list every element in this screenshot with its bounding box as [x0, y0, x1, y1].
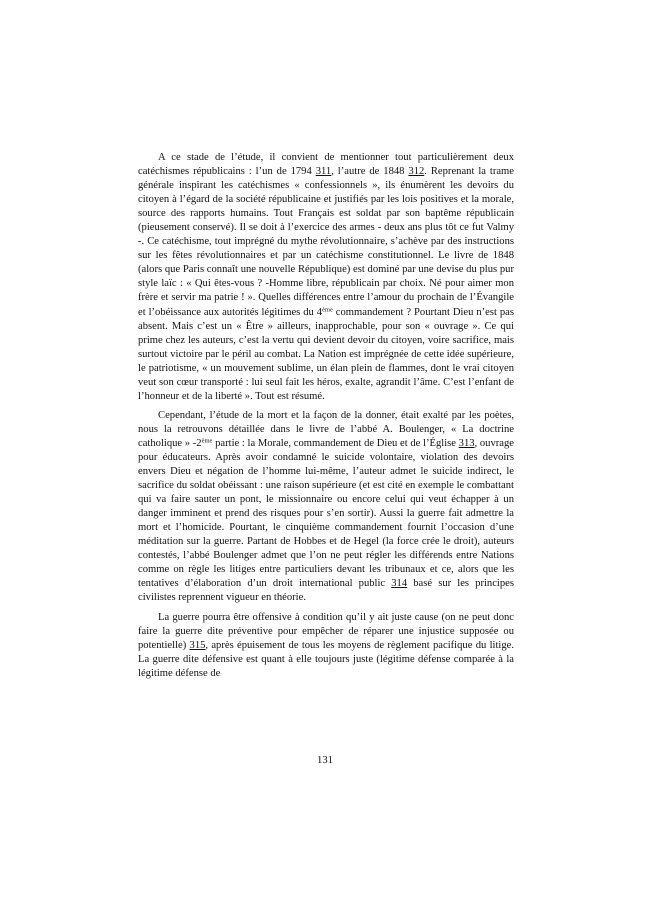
- footnote-reference: 314: [391, 578, 408, 590]
- text-run: commandement ? Pourtant Dieu n’est pas absent. Mais c’est un « Être » ailleurs, inapprochable, pour son « ouvrage ». Ce qui prime chez les auteurs, c’est la vertu qui devient devoir du citoyen, voire sacrifice, mais surtout victoire par le péril au combat. La Nation est imprégnée de cette idée supérieure, le patriotisme, « un mouvement sublime, un élan plein de flammes, dont le vrai citoyen veut son cœur transporté : lui seul fait les héros, exalte, agrandit l’âme. C’est l’enfant de l’honneur et de la liberté ». Tout est résumé.: [138, 306, 514, 402]
- text-run: . Reprenant la trame générale inspirant les catéchismes « confessionnels », ils énumèrent les devoirs du citoyen à l’égard de la société républicaine et justifiés par les lois positives et la morale, source des rapports humains. Tout Français est soldat par son baptême républicain (pieusement conservé). Il se doit à l’exercice des armes - deux ans plus tôt ce fut Valmy -. Ce catéchisme, tout imprégné du mythe révolutionnaire, s’achève par des instructions sur les fêtes révolutionnaires et par un catéchisme constitutionnel. Le livre de 1848 (alors que Paris connaît une nouvelle République) est dominé par une devise du plus pur style laïc : « Qui êtes-vous ? -Homme libre, républicain par choix. Né pour aimer mon frère et servir ma patrie ! ». Quelles différences entre l’amour du prochain de l’Évangile et l’obéissance aux autorités légitimes du 4: [138, 166, 514, 318]
- text-run: La guerre pourra être offensive à condition qu’il y ait juste cause (on ne peut donc faire la guerre dite préventive pour empêcher de réparer une injustice supposée ou potentielle): [138, 611, 514, 651]
- text-run: partie : la Morale, commandement de Dieu et de l’Église: [212, 437, 459, 449]
- footnote-reference: 311: [315, 166, 332, 178]
- superscript: ème: [201, 437, 213, 445]
- footnote-reference: 315: [189, 639, 206, 651]
- text-run: Cependant, l’étude de la mort et la façon de la donner, était exalté par les poètes, nous la retrouvons détaillée dans le livre de l’abbé A. Boulenger, « La doctrine catholique » -2: [138, 409, 514, 449]
- paragraph: [138, 409, 514, 606]
- footnote-reference: 312: [408, 166, 425, 178]
- footnote-reference: 313: [458, 437, 475, 449]
- text-run: basé sur les principes civilistes reprennent vigueur en théorie.: [138, 578, 514, 604]
- text-run: A ce stade de l’étude, il convient de mentionner tout particulièrement deux catéchismes républicains : l’un de 1794: [138, 152, 514, 178]
- body-text: [138, 151, 514, 686]
- text-run: , ouvrage pour éducateurs. Après avoir condamné le suicide volontaire, violation des devoirs envers Dieu et négation de l’homme lui-même, l’auteur admet le suicide indirect, le sacrifice du soldat obéissant : une raison supérieure (et est cité en exemple le combattant qui va faire sauter un pont, le missionnaire ou encore celui qui veut échapper à un danger imminent et prend des risques pour s’en sortir). Aussi la guerre fait admettre la mort et l’homicide. Pourtant, le cinquième commandement fournit l’occasion d’une méditation sur la guerre. Partant de Hobbes et de Hegel (la force crée le droit), auteurs contestés, l’abbé Boulenger admet que l’on ne peut régler les différends entre Nations comme on règle les litiges entre particuliers devant les tribunaux et ce, alors que les tentatives d’élaboration d’un droit international public: [138, 437, 514, 590]
- superscript: ème: [322, 306, 333, 314]
- paragraph: [138, 611, 514, 681]
- text-run: , l’autre de 1848: [331, 166, 409, 178]
- text-run: , après épuisement de tous les moyens de règlement pacifique du litige. La guerre dite défensive est quant à elle toujours juste (légitime défense comparée à la légitime défense de: [138, 639, 514, 679]
- paragraph: [138, 151, 514, 404]
- page-number: 131: [317, 755, 333, 766]
